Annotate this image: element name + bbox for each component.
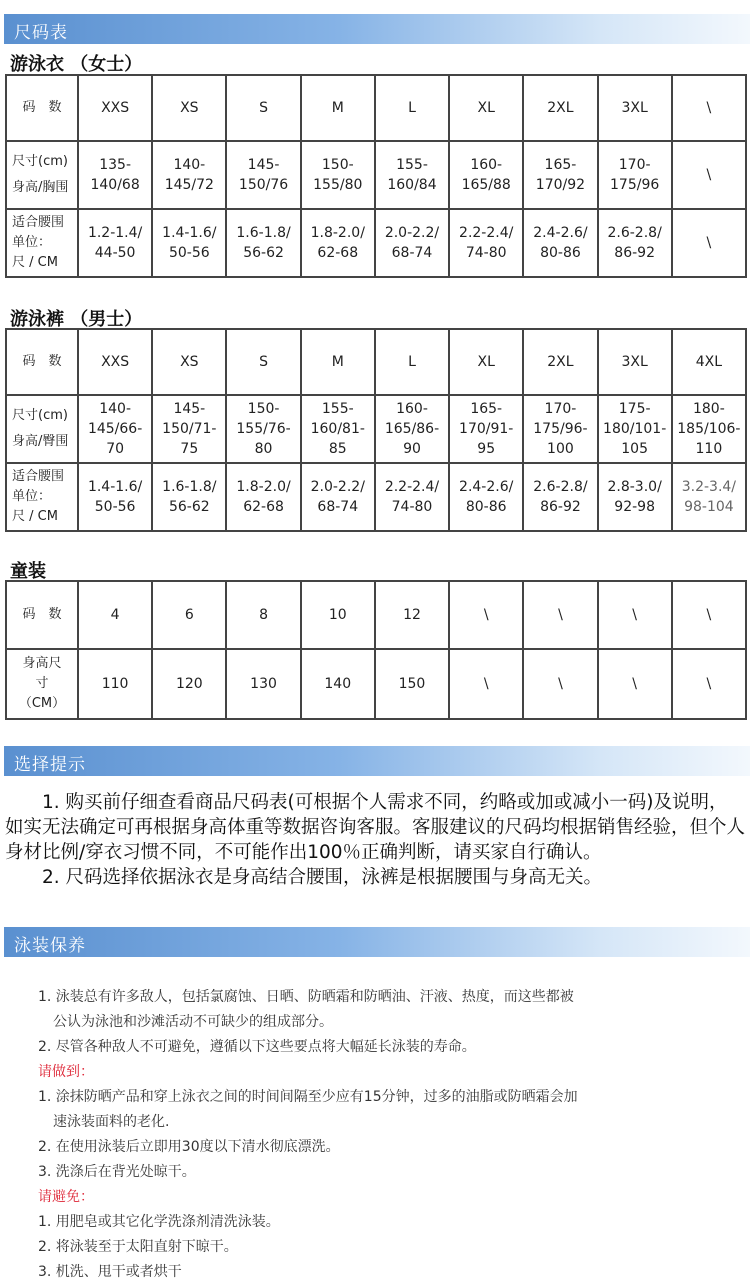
table-row xyxy=(6,75,746,141)
women-section-title: 游泳衣 （女士） xyxy=(10,54,143,75)
tip-paragraph: 1. 购买前仔细查看商品尺码表(可根据个人需求不同，约略或加或减小一码)及说明，如实无法确定可再根据身高体重等数据咨询客服。客服建议的尺码均根据销售经验，但个人身材比例/穿衣习惯不同，不可能作出100％正确判断，请买家自行确认。 xyxy=(5,792,746,863)
data-cell: 150 xyxy=(375,649,449,719)
men-size-table xyxy=(5,328,747,532)
table-row xyxy=(6,649,746,719)
label-line: 适合腰围 xyxy=(12,469,65,484)
size-cell: L xyxy=(375,75,449,141)
care-line: 3. 机洗、甩干或者烘干 xyxy=(38,1264,182,1280)
label-line: 尺寸(cm) xyxy=(12,154,68,169)
data-cell: \ xyxy=(672,649,746,719)
data-cell: 1.2-1.4/ 44-50 xyxy=(78,209,152,277)
care-line: 公认为泳池和沙滩活动不可缺少的组成部分。 xyxy=(53,1014,333,1030)
care-line: 3. 洗涤后在背光处晾干。 xyxy=(38,1164,196,1180)
size-cell: 8 xyxy=(226,581,300,649)
data-cell: 2.0-2.2/ 68-74 xyxy=(375,209,449,277)
kids-size-table xyxy=(5,580,747,720)
care-banner xyxy=(4,927,750,957)
size-cell: S xyxy=(226,329,300,395)
men-section-title: 游泳裤 （男士） xyxy=(10,309,143,330)
data-cell: 180- 185/106- 110 xyxy=(672,395,746,463)
data-cell: 1.4-1.6/ 50-56 xyxy=(152,209,226,277)
data-cell: 170- 175/96 xyxy=(598,141,672,209)
data-cell: 110 xyxy=(78,649,152,719)
size-cell: M xyxy=(301,75,375,141)
table-row xyxy=(6,463,746,531)
size-chart-banner xyxy=(4,14,750,44)
size-cell: XS xyxy=(152,75,226,141)
size-cell: XXS xyxy=(78,329,152,395)
data-cell: 165- 170/92 xyxy=(523,141,597,209)
label-line: 尺 / CM xyxy=(12,509,58,524)
data-cell: 175- 180/101- 105 xyxy=(598,395,672,463)
label-line: 适合腰围 xyxy=(12,215,65,230)
data-cell: \ xyxy=(598,649,672,719)
size-header-label: 码 数 xyxy=(6,75,78,141)
waist-label xyxy=(6,463,78,531)
data-cell: 165- 170/91- 95 xyxy=(449,395,523,463)
data-cell: 2.2-2.4/ 74-80 xyxy=(449,209,523,277)
data-cell: 2.6-2.8/ 86-92 xyxy=(523,463,597,531)
size-cell: 4 xyxy=(78,581,152,649)
avoid-title: 请避免： xyxy=(38,1189,94,1205)
tips-text xyxy=(5,790,745,890)
care-text xyxy=(38,985,718,1285)
data-cell: 1.4-1.6/ 50-56 xyxy=(78,463,152,531)
size-cell: XL xyxy=(449,329,523,395)
size-cell: 2XL xyxy=(523,329,597,395)
data-cell: 1.6-1.8/ 56-62 xyxy=(152,463,226,531)
care-line: 1. 用肥皂或其它化学洗涤剂清洗泳装。 xyxy=(38,1214,280,1230)
data-cell: 170- 175/96- 100 xyxy=(523,395,597,463)
data-cell: 150- 155/76- 80 xyxy=(226,395,300,463)
size-cell: 3XL xyxy=(598,75,672,141)
table-row xyxy=(6,395,746,463)
data-cell: 135- 140/68 xyxy=(78,141,152,209)
size-chart-banner-title: 尺码表 xyxy=(14,23,68,43)
tips-banner xyxy=(4,746,750,776)
label-line: 单位： xyxy=(12,235,52,250)
size-cell: 10 xyxy=(301,581,375,649)
data-cell: 155- 160/84 xyxy=(375,141,449,209)
table-row xyxy=(6,209,746,277)
size-cell: \ xyxy=(672,75,746,141)
data-cell: 140 xyxy=(301,649,375,719)
height-chest-label xyxy=(6,141,78,209)
label-line: 尺 / CM xyxy=(12,255,58,270)
care-line: 2. 将泳装至于太阳直射下晾干。 xyxy=(38,1239,238,1255)
data-cell: 2.6-2.8/ 86-92 xyxy=(598,209,672,277)
label-line: 单位： xyxy=(12,489,52,504)
do-title: 请做到： xyxy=(38,1064,94,1080)
size-header-label: 码 数 xyxy=(6,329,78,395)
size-cell: \ xyxy=(598,581,672,649)
data-cell: 3.2-3.4/ 98-104 xyxy=(672,463,746,531)
kids-section-title: 童装 xyxy=(10,561,46,582)
size-cell: M xyxy=(301,329,375,395)
care-line: 1. 涂抹防晒产品和穿上泳衣之间的时间间隔至少应有15分钟，过多的油脂或防晒霜会加 xyxy=(38,1089,578,1105)
table-row xyxy=(6,329,746,395)
data-cell: \ xyxy=(523,649,597,719)
height-hip-label xyxy=(6,395,78,463)
tip-paragraph: 2. 尺码选择依据泳衣是身高结合腰围，泳裤是根据腰围与身高无关。 xyxy=(5,867,603,888)
data-cell: \ xyxy=(672,141,746,209)
data-cell: 145- 150/71- 75 xyxy=(152,395,226,463)
data-cell: 120 xyxy=(152,649,226,719)
size-cell: 12 xyxy=(375,581,449,649)
size-cell: 3XL xyxy=(598,329,672,395)
data-cell: 155- 160/81- 85 xyxy=(301,395,375,463)
data-cell: \ xyxy=(449,649,523,719)
size-cell: \ xyxy=(523,581,597,649)
care-line: 2. 在使用泳装后立即用30度以下清水彻底漂洗。 xyxy=(38,1139,340,1155)
data-cell: 130 xyxy=(226,649,300,719)
data-cell: \ xyxy=(672,209,746,277)
data-cell: 160- 165/88 xyxy=(449,141,523,209)
data-cell: 140- 145/66- 70 xyxy=(78,395,152,463)
size-header-label: 码 数 xyxy=(6,581,78,649)
data-cell: 1.6-1.8/ 56-62 xyxy=(226,209,300,277)
data-cell: 2.4-2.6/ 80-86 xyxy=(449,463,523,531)
data-cell: 1.8-2.0/ 62-68 xyxy=(301,209,375,277)
size-cell: XXS xyxy=(78,75,152,141)
size-cell: L xyxy=(375,329,449,395)
size-cell: \ xyxy=(449,581,523,649)
care-line: 1. 泳装总有许多敌人，包括氯腐蚀、日晒、防晒霜和防晒油、汗液、热度，而这些都被 xyxy=(38,989,574,1005)
label-line: 身高/臀围 xyxy=(12,434,69,449)
data-cell: 160- 165/86- 90 xyxy=(375,395,449,463)
label-line: 尺寸(cm) xyxy=(12,408,68,423)
label-line: 身高/胸围 xyxy=(12,180,69,195)
height-label: 身高尺 寸 （CM） xyxy=(6,649,78,719)
waist-label xyxy=(6,209,78,277)
size-cell: XL xyxy=(449,75,523,141)
data-cell: 1.8-2.0/ 62-68 xyxy=(226,463,300,531)
table-row xyxy=(6,581,746,649)
size-cell: 6 xyxy=(152,581,226,649)
care-banner-title: 泳装保养 xyxy=(14,936,86,956)
care-line: 2. 尽管各种敌人不可避免，遵循以下这些要点将大幅延长泳装的寿命。 xyxy=(38,1039,476,1055)
data-cell: 145- 150/76 xyxy=(226,141,300,209)
table-row xyxy=(6,141,746,209)
tips-banner-title: 选择提示 xyxy=(14,755,86,775)
size-cell: XS xyxy=(152,329,226,395)
size-cell: S xyxy=(226,75,300,141)
size-cell: 4XL xyxy=(672,329,746,395)
size-cell: 2XL xyxy=(523,75,597,141)
data-cell: 2.8-3.0/ 92-98 xyxy=(598,463,672,531)
data-cell: 150- 155/80 xyxy=(301,141,375,209)
care-line: 速泳装面料的老化. xyxy=(53,1114,170,1130)
data-cell: 2.4-2.6/ 80-86 xyxy=(523,209,597,277)
size-cell: \ xyxy=(672,581,746,649)
data-cell: 2.0-2.2/ 68-74 xyxy=(301,463,375,531)
women-size-table xyxy=(5,74,747,278)
data-cell: 140- 145/72 xyxy=(152,141,226,209)
data-cell: 2.2-2.4/ 74-80 xyxy=(375,463,449,531)
